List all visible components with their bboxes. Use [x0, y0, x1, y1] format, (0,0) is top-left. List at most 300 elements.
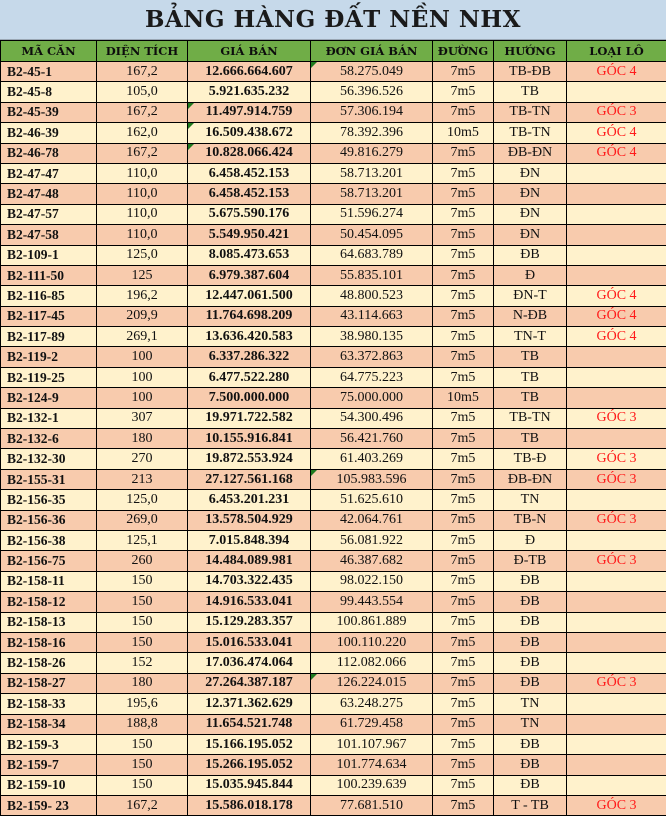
- table-row: [1, 510, 666, 530]
- table-row: [1, 632, 666, 652]
- cell-type[interactable]: [567, 714, 666, 734]
- table-row: [1, 734, 666, 754]
- cell-type[interactable]: [567, 571, 666, 591]
- cell-type[interactable]: GÓC 3: [567, 469, 666, 489]
- cell-area[interactable]: 150: [97, 612, 188, 632]
- cell-road[interactable]: 7m5: [433, 184, 494, 204]
- cell-direction[interactable]: TB-Đ: [494, 449, 567, 469]
- cell-price[interactable]: 15.586.018.178: [188, 796, 311, 816]
- table-row: [1, 551, 666, 571]
- cell-area[interactable]: 110,0: [97, 184, 188, 204]
- cell-road[interactable]: 7m5: [433, 429, 494, 449]
- cell-unit-price[interactable]: 105.983.596: [311, 469, 433, 489]
- cell-unit-price[interactable]: 58.275.049: [311, 62, 433, 82]
- cell-type[interactable]: GÓC 3: [567, 449, 666, 469]
- cell-direction[interactable]: ĐB: [494, 734, 567, 754]
- cell-direction[interactable]: ĐN: [494, 204, 567, 224]
- cell-code[interactable]: B2-47-58: [1, 225, 97, 245]
- cell-area[interactable]: 110,0: [97, 163, 188, 183]
- cell-type[interactable]: [567, 245, 666, 265]
- cell-direction[interactable]: TB: [494, 367, 567, 387]
- header-cell-area: DIỆN TÍCH: [97, 41, 188, 62]
- sheet-title: BẢNG HÀNG ĐẤT NỀN NHX: [145, 6, 521, 33]
- cell-road[interactable]: 7m5: [433, 286, 494, 306]
- cell-code[interactable]: B2-156-38: [1, 530, 97, 550]
- cell-direction[interactable]: ĐN: [494, 225, 567, 245]
- cell-area[interactable]: 150: [97, 592, 188, 612]
- table-row: [1, 592, 666, 612]
- cell-price[interactable]: 11.654.521.748: [188, 714, 311, 734]
- cell-direction[interactable]: ĐB: [494, 612, 567, 632]
- cell-road[interactable]: 7m5: [433, 632, 494, 652]
- cell-type[interactable]: GÓC 4: [567, 286, 666, 306]
- cell-direction[interactable]: Đ-TB: [494, 551, 567, 571]
- cell-code[interactable]: B2-45-8: [1, 82, 97, 102]
- cell-road[interactable]: 7m5: [433, 571, 494, 591]
- cell-area[interactable]: 180: [97, 673, 188, 693]
- cell-code[interactable]: B2-132-30: [1, 449, 97, 469]
- cell-direction[interactable]: ĐB: [494, 653, 567, 673]
- cell-unit-price[interactable]: 99.443.554: [311, 592, 433, 612]
- table-row: [1, 245, 666, 265]
- cell-direction[interactable]: ĐB: [494, 245, 567, 265]
- cell-type[interactable]: [567, 429, 666, 449]
- table-row: [1, 225, 666, 245]
- cell-code[interactable]: B2-46-78: [1, 143, 97, 163]
- table-row: [1, 286, 666, 306]
- cell-direction[interactable]: Đ: [494, 530, 567, 550]
- cell-code[interactable]: B2-156-36: [1, 510, 97, 530]
- cell-area[interactable]: 167,2: [97, 143, 188, 163]
- cell-price[interactable]: 12.447.061.500: [188, 286, 311, 306]
- cell-direction[interactable]: TB-ĐB: [494, 62, 567, 82]
- cell-price[interactable]: 8.085.473.653: [188, 245, 311, 265]
- table-row: [1, 469, 666, 489]
- cell-code[interactable]: B2-119-2: [1, 347, 97, 367]
- cell-direction[interactable]: ĐN: [494, 163, 567, 183]
- cell-road[interactable]: 7m5: [433, 673, 494, 693]
- table-row: [1, 82, 666, 102]
- cell-area[interactable]: 125,0: [97, 490, 188, 510]
- cell-road[interactable]: 7m5: [433, 143, 494, 163]
- cell-unit-price[interactable]: 61.729.458: [311, 714, 433, 734]
- cell-code[interactable]: B2-45-1: [1, 62, 97, 82]
- cell-type[interactable]: [567, 775, 666, 795]
- cell-price[interactable]: 19.971.722.582: [188, 408, 311, 428]
- cell-area[interactable]: 125: [97, 265, 188, 285]
- cell-area[interactable]: 105,0: [97, 82, 188, 102]
- cell-unit-price[interactable]: 64.683.789: [311, 245, 433, 265]
- cell-area[interactable]: 269,0: [97, 510, 188, 530]
- cell-code[interactable]: B2-158-26: [1, 653, 97, 673]
- cell-type[interactable]: GÓC 4: [567, 327, 666, 347]
- cell-area[interactable]: 269,1: [97, 327, 188, 347]
- cell-unit-price[interactable]: 48.800.523: [311, 286, 433, 306]
- cell-road[interactable]: 7m5: [433, 327, 494, 347]
- cell-unit-price[interactable]: 42.064.761: [311, 510, 433, 530]
- cell-price[interactable]: 15.166.195.052: [188, 734, 311, 754]
- table-row: [1, 714, 666, 734]
- cell-road[interactable]: 10m5: [433, 123, 494, 143]
- cell-road[interactable]: 7m5: [433, 510, 494, 530]
- cell-area[interactable]: 100: [97, 347, 188, 367]
- cell-direction[interactable]: TN: [494, 490, 567, 510]
- cell-unit-price[interactable]: 58.713.201: [311, 163, 433, 183]
- cell-code[interactable]: B2-158-33: [1, 694, 97, 714]
- table-row: [1, 327, 666, 347]
- cell-direction[interactable]: ĐN-T: [494, 286, 567, 306]
- cell-area[interactable]: 100: [97, 367, 188, 387]
- cell-code[interactable]: B2-158-34: [1, 714, 97, 734]
- cell-code[interactable]: B2-117-45: [1, 306, 97, 326]
- cell-unit-price[interactable]: 57.306.194: [311, 102, 433, 122]
- cell-road[interactable]: 7m5: [433, 469, 494, 489]
- table-row: [1, 102, 666, 122]
- table-row: [1, 62, 666, 82]
- cell-unit-price[interactable]: 100.110.220: [311, 632, 433, 652]
- table-row: [1, 490, 666, 510]
- cell-code[interactable]: B2-158-11: [1, 571, 97, 591]
- cell-type[interactable]: GÓC 3: [567, 102, 666, 122]
- cell-unit-price[interactable]: 112.082.066: [311, 653, 433, 673]
- cell-code[interactable]: B2-158-13: [1, 612, 97, 632]
- cell-unit-price[interactable]: 56.081.922: [311, 530, 433, 550]
- cell-road[interactable]: 7m5: [433, 592, 494, 612]
- cell-road[interactable]: 7m5: [433, 265, 494, 285]
- cell-area[interactable]: 213: [97, 469, 188, 489]
- table-row: [1, 775, 666, 795]
- cell-direction[interactable]: N-ĐB: [494, 306, 567, 326]
- cell-unit-price[interactable]: 64.775.223: [311, 367, 433, 387]
- cell-price[interactable]: 13.636.420.583: [188, 327, 311, 347]
- cell-unit-price[interactable]: 38.980.135: [311, 327, 433, 347]
- cell-price[interactable]: 15.129.283.357: [188, 612, 311, 632]
- cell-unit-price[interactable]: 46.387.682: [311, 551, 433, 571]
- cell-price[interactable]: 14.484.089.981: [188, 551, 311, 571]
- cell-type[interactable]: [567, 204, 666, 224]
- table-row: [1, 694, 666, 714]
- cell-price[interactable]: 6.477.522.280: [188, 367, 311, 387]
- header-cell-direction: HƯỚNG: [494, 41, 567, 62]
- cell-road[interactable]: 7m5: [433, 775, 494, 795]
- cell-direction[interactable]: TN: [494, 694, 567, 714]
- cell-price[interactable]: 6.979.387.604: [188, 265, 311, 285]
- cell-price[interactable]: 12.371.362.629: [188, 694, 311, 714]
- cell-comment-marker: [188, 144, 194, 150]
- cell-type[interactable]: [567, 367, 666, 387]
- cell-price[interactable]: 10.828.066.424: [188, 143, 311, 163]
- cell-code[interactable]: B2-116-85: [1, 286, 97, 306]
- cell-code[interactable]: B2-132-6: [1, 429, 97, 449]
- table-row: [1, 653, 666, 673]
- cell-direction[interactable]: ĐB: [494, 571, 567, 591]
- cell-unit-price[interactable]: 78.392.396: [311, 123, 433, 143]
- cell-direction[interactable]: TB-N: [494, 510, 567, 530]
- cell-price[interactable]: 15.266.195.052: [188, 755, 311, 775]
- cell-code[interactable]: B2-46-39: [1, 123, 97, 143]
- cell-road[interactable]: 10m5: [433, 388, 494, 408]
- cell-unit-price[interactable]: 56.396.526: [311, 82, 433, 102]
- cell-unit-price[interactable]: 101.774.634: [311, 755, 433, 775]
- cell-type[interactable]: [567, 612, 666, 632]
- cell-comment-marker: [188, 123, 194, 129]
- cell-direction[interactable]: TB: [494, 429, 567, 449]
- cell-price[interactable]: 16.509.438.672: [188, 123, 311, 143]
- cell-road[interactable]: 7m5: [433, 653, 494, 673]
- cell-type[interactable]: [567, 184, 666, 204]
- cell-code[interactable]: B2-159-3: [1, 734, 97, 754]
- cell-road[interactable]: 7m5: [433, 734, 494, 754]
- cell-code[interactable]: B2-45-39: [1, 102, 97, 122]
- cell-road[interactable]: 7m5: [433, 530, 494, 550]
- cell-unit-price[interactable]: 75.000.000: [311, 388, 433, 408]
- table-row: [1, 265, 666, 285]
- cell-unit-price[interactable]: 100.239.639: [311, 775, 433, 795]
- cell-type[interactable]: GÓC 3: [567, 510, 666, 530]
- cell-direction[interactable]: TN-T: [494, 327, 567, 347]
- cell-type[interactable]: [567, 734, 666, 754]
- cell-area[interactable]: 150: [97, 632, 188, 652]
- cell-unit-price[interactable]: 56.421.760: [311, 429, 433, 449]
- cell-road[interactable]: 7m5: [433, 367, 494, 387]
- cell-road[interactable]: 7m5: [433, 796, 494, 816]
- cell-direction[interactable]: T - TB: [494, 796, 567, 816]
- cell-price[interactable]: 11.764.698.209: [188, 306, 311, 326]
- table-row: [1, 429, 666, 449]
- cell-type[interactable]: GÓC 4: [567, 62, 666, 82]
- cell-unit-price[interactable]: 101.107.967: [311, 734, 433, 754]
- cell-price[interactable]: 14.703.322.435: [188, 571, 311, 591]
- cell-price[interactable]: 6.458.452.153: [188, 163, 311, 183]
- cell-type[interactable]: [567, 225, 666, 245]
- cell-direction[interactable]: TB-TN: [494, 408, 567, 428]
- header-cell-code: MÃ CĂN: [1, 41, 97, 62]
- cell-area[interactable]: 167,2: [97, 62, 188, 82]
- cell-unit-price[interactable]: 55.835.101: [311, 265, 433, 285]
- cell-type[interactable]: [567, 755, 666, 775]
- cell-area[interactable]: 150: [97, 734, 188, 754]
- cell-area[interactable]: 188,8: [97, 714, 188, 734]
- cell-direction[interactable]: ĐN: [494, 184, 567, 204]
- cell-road[interactable]: 7m5: [433, 449, 494, 469]
- cell-unit-price[interactable]: 51.596.274: [311, 204, 433, 224]
- cell-road[interactable]: 7m5: [433, 204, 494, 224]
- cell-type[interactable]: [567, 632, 666, 652]
- cell-road[interactable]: 7m5: [433, 612, 494, 632]
- cell-area[interactable]: 167,2: [97, 102, 188, 122]
- cell-price[interactable]: 15.035.945.844: [188, 775, 311, 795]
- cell-code[interactable]: B2-155-31: [1, 469, 97, 489]
- cell-price[interactable]: 5.921.635.232: [188, 82, 311, 102]
- cell-road[interactable]: 7m5: [433, 347, 494, 367]
- cell-area[interactable]: 125,1: [97, 530, 188, 550]
- cell-unit-price[interactable]: 50.454.095: [311, 225, 433, 245]
- cell-direction[interactable]: ĐB: [494, 632, 567, 652]
- cell-direction[interactable]: ĐB: [494, 775, 567, 795]
- cell-unit-price[interactable]: 51.625.610: [311, 490, 433, 510]
- table-row: [1, 408, 666, 428]
- cell-code[interactable]: B2-47-47: [1, 163, 97, 183]
- cell-price[interactable]: 6.453.201.231: [188, 490, 311, 510]
- cell-road[interactable]: 7m5: [433, 694, 494, 714]
- cell-price[interactable]: 10.155.916.841: [188, 429, 311, 449]
- cell-type[interactable]: GÓC 4: [567, 306, 666, 326]
- cell-price[interactable]: 7.500.000.000: [188, 388, 311, 408]
- cell-unit-price[interactable]: 63.248.275: [311, 694, 433, 714]
- cell-code[interactable]: B2-156-35: [1, 490, 97, 510]
- table-row: [1, 184, 666, 204]
- cell-type[interactable]: [567, 265, 666, 285]
- cell-road[interactable]: 7m5: [433, 755, 494, 775]
- cell-code[interactable]: B2-156-75: [1, 551, 97, 571]
- cell-area[interactable]: 152: [97, 653, 188, 673]
- cell-direction[interactable]: ĐB: [494, 755, 567, 775]
- cell-direction[interactable]: TB: [494, 347, 567, 367]
- cell-type[interactable]: GÓC 4: [567, 143, 666, 163]
- cell-direction[interactable]: TB-TN: [494, 102, 567, 122]
- table-row: [1, 306, 666, 326]
- cell-road[interactable]: 7m5: [433, 306, 494, 326]
- cell-road[interactable]: 7m5: [433, 551, 494, 571]
- cell-road[interactable]: 7m5: [433, 62, 494, 82]
- cell-code[interactable]: B2-159- 23: [1, 796, 97, 816]
- cell-code[interactable]: B2-119-25: [1, 367, 97, 387]
- cell-type[interactable]: [567, 490, 666, 510]
- cell-area[interactable]: 167,2: [97, 796, 188, 816]
- cell-price[interactable]: 13.578.504.929: [188, 510, 311, 530]
- cell-direction[interactable]: ĐB-ĐN: [494, 469, 567, 489]
- cell-price[interactable]: 11.497.914.759: [188, 102, 311, 122]
- cell-type[interactable]: GÓC 3: [567, 408, 666, 428]
- cell-direction[interactable]: Đ: [494, 265, 567, 285]
- cell-code[interactable]: B2-47-57: [1, 204, 97, 224]
- cell-code[interactable]: B2-111-50: [1, 265, 97, 285]
- cell-area[interactable]: 125,0: [97, 245, 188, 265]
- cell-unit-price[interactable]: 58.713.201: [311, 184, 433, 204]
- cell-price[interactable]: 7.015.848.394: [188, 530, 311, 550]
- cell-price[interactable]: 14.916.533.041: [188, 592, 311, 612]
- cell-price[interactable]: 6.458.452.153: [188, 184, 311, 204]
- cell-road[interactable]: 7m5: [433, 490, 494, 510]
- cell-code[interactable]: B2-159-10: [1, 775, 97, 795]
- cell-unit-price[interactable]: 98.022.150: [311, 571, 433, 591]
- table-row: [1, 143, 666, 163]
- cell-area[interactable]: 110,0: [97, 225, 188, 245]
- cell-price[interactable]: 12.666.664.607: [188, 62, 311, 82]
- cell-direction[interactable]: ĐB-ĐN: [494, 143, 567, 163]
- cell-area[interactable]: 260: [97, 551, 188, 571]
- cell-unit-price[interactable]: 54.300.496: [311, 408, 433, 428]
- cell-code[interactable]: B2-158-16: [1, 632, 97, 652]
- cell-unit-price[interactable]: 126.224.015: [311, 673, 433, 693]
- cell-unit-price[interactable]: 49.816.279: [311, 143, 433, 163]
- cell-direction[interactable]: TB: [494, 82, 567, 102]
- cell-road[interactable]: 7m5: [433, 245, 494, 265]
- table-row: [1, 388, 666, 408]
- cell-code[interactable]: B2-124-9: [1, 388, 97, 408]
- table-body: [1, 62, 666, 816]
- table-row: [1, 612, 666, 632]
- cell-code[interactable]: B2-47-48: [1, 184, 97, 204]
- cell-unit-price[interactable]: 43.114.663: [311, 306, 433, 326]
- cell-type[interactable]: GÓC 4: [567, 123, 666, 143]
- cell-road[interactable]: 7m5: [433, 82, 494, 102]
- cell-type[interactable]: [567, 347, 666, 367]
- cell-code[interactable]: B2-158-27: [1, 673, 97, 693]
- cell-comment-marker: [311, 674, 317, 680]
- cell-code[interactable]: B2-158-12: [1, 592, 97, 612]
- cell-type[interactable]: [567, 388, 666, 408]
- cell-area[interactable]: 307: [97, 408, 188, 428]
- cell-area[interactable]: 209,9: [97, 306, 188, 326]
- cell-road[interactable]: 7m5: [433, 225, 494, 245]
- cell-road[interactable]: 7m5: [433, 714, 494, 734]
- cell-comment-marker: [311, 62, 317, 68]
- cell-type[interactable]: [567, 82, 666, 102]
- cell-type[interactable]: GÓC 3: [567, 673, 666, 693]
- cell-area[interactable]: 110,0: [97, 204, 188, 224]
- cell-unit-price[interactable]: 77.681.510: [311, 796, 433, 816]
- cell-unit-price[interactable]: 61.403.269: [311, 449, 433, 469]
- cell-price[interactable]: 27.127.561.168: [188, 469, 311, 489]
- table-row: [1, 673, 666, 693]
- cell-price[interactable]: 6.337.286.322: [188, 347, 311, 367]
- cell-unit-price[interactable]: 63.372.863: [311, 347, 433, 367]
- cell-type[interactable]: [567, 694, 666, 714]
- cell-comment-marker: [188, 103, 194, 109]
- cell-area[interactable]: 150: [97, 755, 188, 775]
- cell-road[interactable]: 7m5: [433, 163, 494, 183]
- cell-area[interactable]: 150: [97, 775, 188, 795]
- cell-price[interactable]: 17.036.474.064: [188, 653, 311, 673]
- cell-direction[interactable]: TB-TN: [494, 123, 567, 143]
- cell-area[interactable]: 195,6: [97, 694, 188, 714]
- cell-type[interactable]: GÓC 3: [567, 796, 666, 816]
- cell-direction[interactable]: TN: [494, 714, 567, 734]
- cell-direction[interactable]: ĐB: [494, 592, 567, 612]
- cell-road[interactable]: 7m5: [433, 408, 494, 428]
- cell-code[interactable]: B2-132-1: [1, 408, 97, 428]
- cell-price[interactable]: 5.549.950.421: [188, 225, 311, 245]
- cell-area[interactable]: 150: [97, 571, 188, 591]
- cell-type[interactable]: [567, 530, 666, 550]
- cell-type[interactable]: [567, 592, 666, 612]
- cell-area[interactable]: 180: [97, 429, 188, 449]
- cell-price[interactable]: 15.016.533.041: [188, 632, 311, 652]
- cell-price[interactable]: 19.872.553.924: [188, 449, 311, 469]
- cell-type[interactable]: [567, 163, 666, 183]
- cell-code[interactable]: B2-109-1: [1, 245, 97, 265]
- cell-comment-marker: [311, 470, 317, 476]
- cell-unit-price[interactable]: 100.861.889: [311, 612, 433, 632]
- cell-area[interactable]: 100: [97, 388, 188, 408]
- cell-code[interactable]: B2-117-89: [1, 327, 97, 347]
- cell-area[interactable]: 162,0: [97, 123, 188, 143]
- cell-road[interactable]: 7m5: [433, 102, 494, 122]
- cell-code[interactable]: B2-159-7: [1, 755, 97, 775]
- table-row: [1, 163, 666, 183]
- cell-price[interactable]: 27.264.387.187: [188, 673, 311, 693]
- cell-direction[interactable]: ĐB: [494, 673, 567, 693]
- cell-price[interactable]: 5.675.590.176: [188, 204, 311, 224]
- cell-type[interactable]: [567, 653, 666, 673]
- cell-direction[interactable]: TB: [494, 388, 567, 408]
- cell-area[interactable]: 270: [97, 449, 188, 469]
- cell-type[interactable]: GÓC 3: [567, 551, 666, 571]
- table-row: [1, 571, 666, 591]
- cell-area[interactable]: 196,2: [97, 286, 188, 306]
- table-row: [1, 449, 666, 469]
